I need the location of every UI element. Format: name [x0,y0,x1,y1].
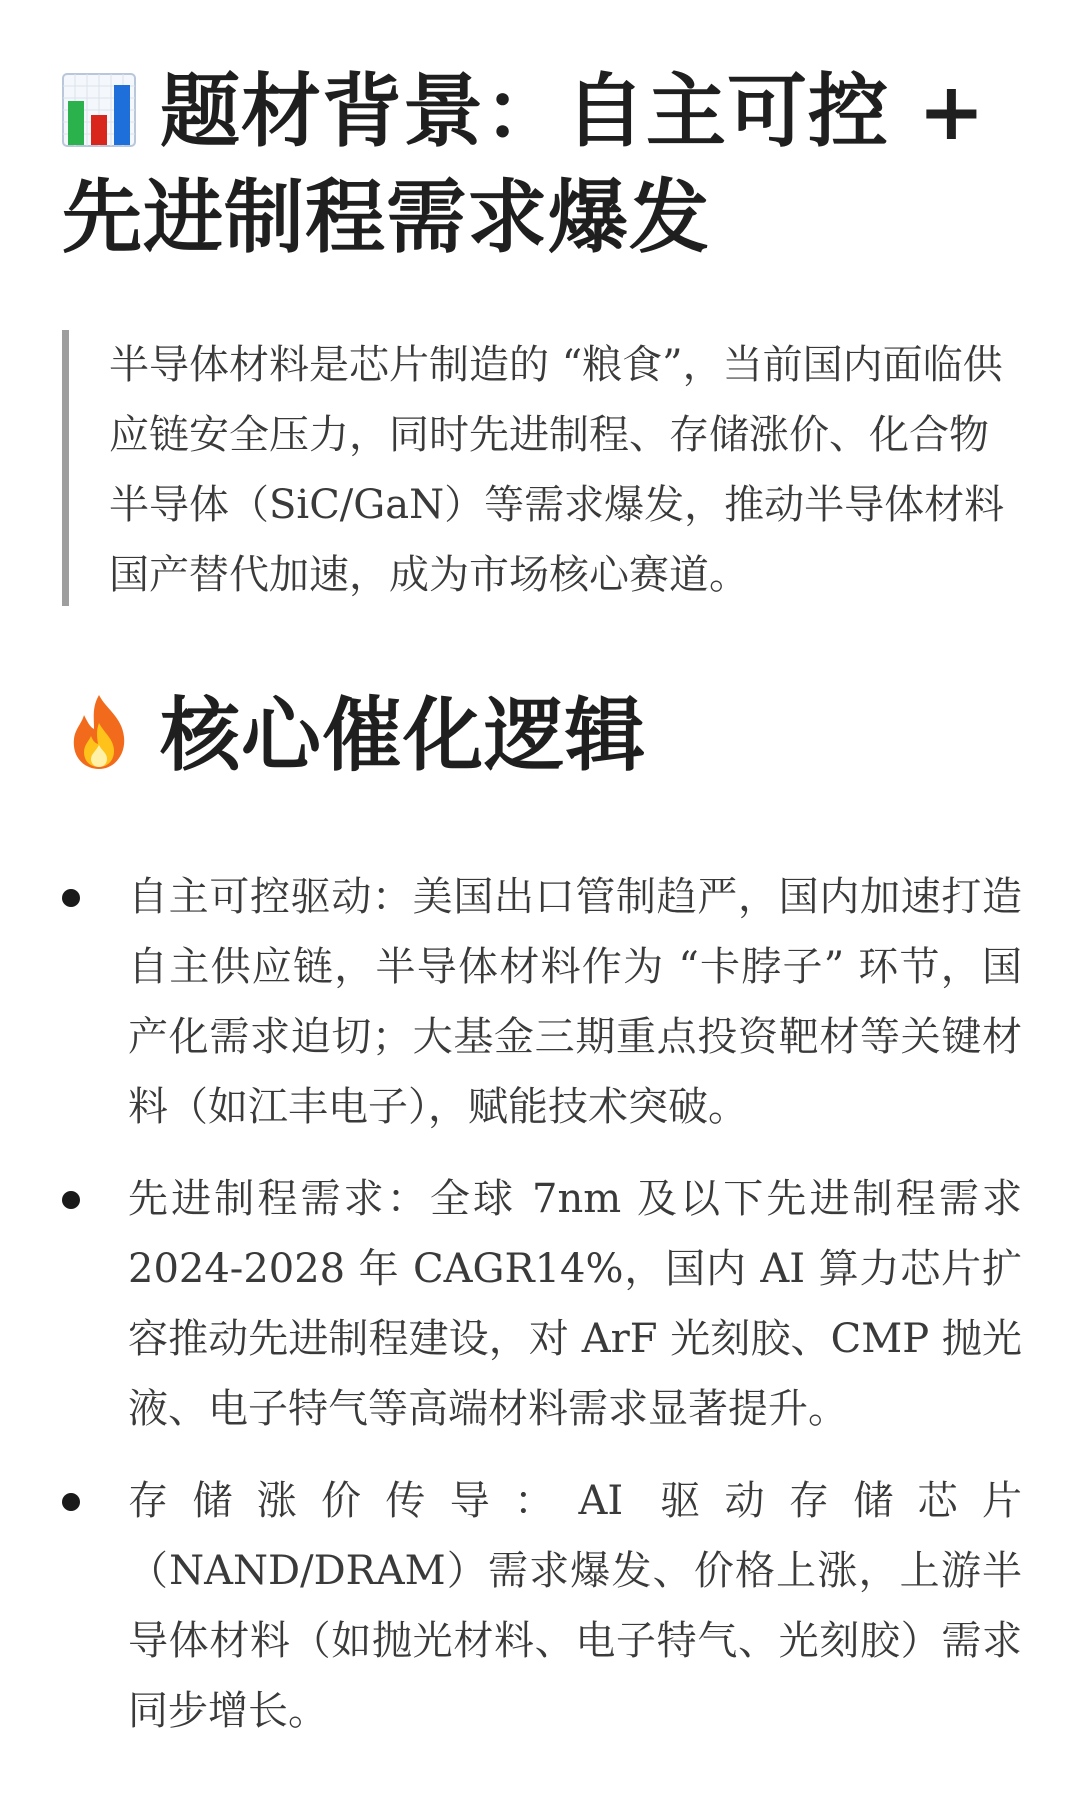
list-item-text: 自主可控驱动：美国出口管制趋严，国内加速打造自主供应链，半导体材料作为 “卡脖子” 环节，国产化需求迫切；大基金三期重点投资靶材等关键材料（如江丰电子），赋能技术突破。 [128,874,1022,1130]
blockquote [62,330,1022,606]
bar-chart-icon [62,70,136,168]
section-title-background: 题材背景：自主可控 + 先进制程需求爆发 [62,64,986,264]
bullet-dot [62,1493,80,1511]
bullet-list [62,862,1022,1768]
list-item [62,1466,1022,1746]
bullet-dot [62,889,80,907]
list-item [62,862,1022,1142]
section-heading-background [62,62,1022,266]
list-item-text: 先进制程需求：全球 7nm 及以下先进制程需求 2024-2028 年 CAGR14%，国内 AI 算力芯片扩容推动先进制程建设，对 ArF 光刻胶、CMP 抛光液、电子特气等高端材料需求显著提升。 [128,1176,1022,1432]
section-heading-catalysts [62,686,1022,792]
fire-icon [62,693,136,792]
blockquote-text: 半导体材料是芯片制造的 “粮食”，当前国内面临供应链安全压力，同时先进制程、存储涨价、化合物半导体（SiC/GaN）等需求爆发，推动半导体材料国产替代加速，成为市场核心赛道。 [109,342,1005,598]
section-title-catalysts: 核心催化逻辑 [160,688,646,782]
list-item [62,1164,1022,1444]
bullet-dot [62,1191,80,1209]
list-item-text: 存储涨价传导：AI 驱动存储芯片（NAND/DRAM）需求爆发、价格上涨，上游半导体材料（如抛光材料、电子特气、光刻胶）需求同步增长。 [128,1478,1022,1734]
